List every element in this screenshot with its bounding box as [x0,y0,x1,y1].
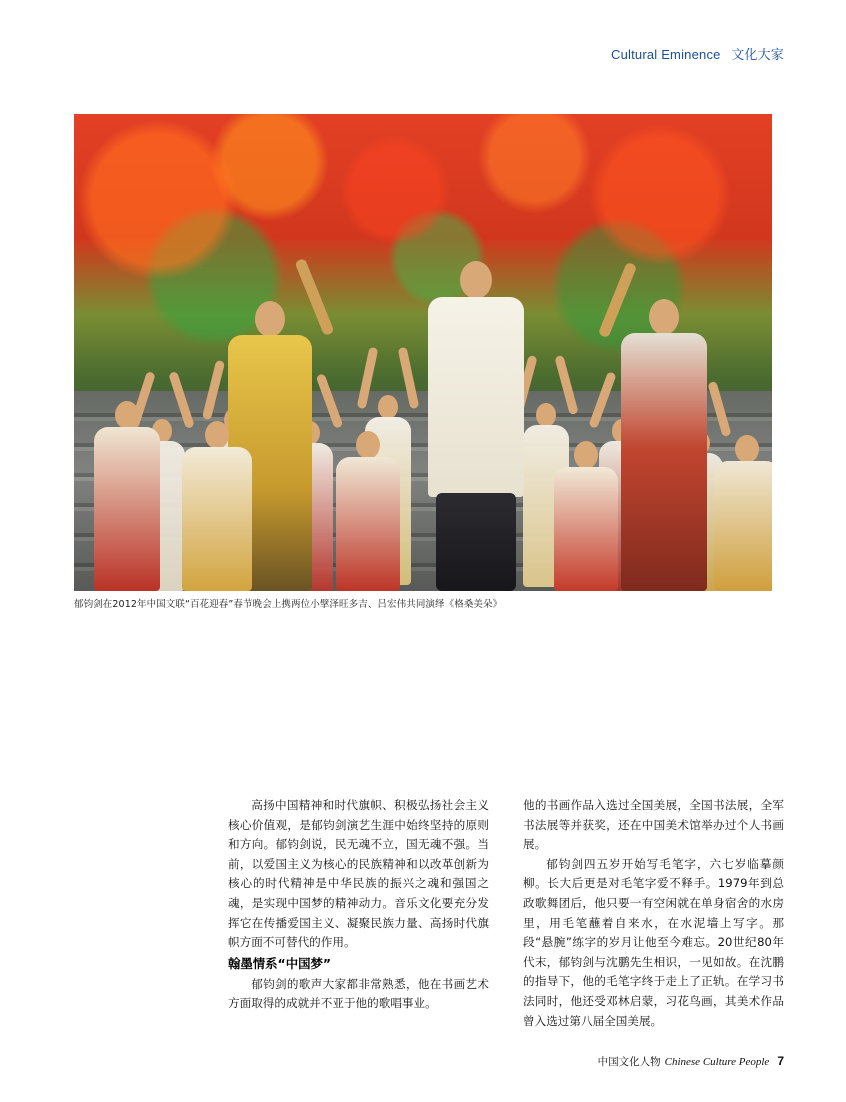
stage-performance-photo [74,114,772,591]
performer-head [255,301,285,337]
left-column [228,796,489,1031]
performer-head [378,395,398,419]
performer-head [460,261,492,299]
paragraph: 高扬中国精神和时代旗帜、积极弘扬社会主义核心价值观，是郁钧剑演艺生涯中始终坚持的原则和方向。郁钧剑说，民无魂不立，国无魂不强。当前，以爱国主义为核心的民族精神和以改革创新为核心的时代精神是中华民族的振兴之魂和强国之魂，是实现中国梦的精神动力。音乐文化要充分发挥它在传播爱国主义、凝聚民族力量、高扬时代旗帜方面不可替代的作用。 [228,798,489,950]
foreground-dancer [332,431,404,591]
performer-head [649,299,679,335]
figure-caption: 郁钧剑在2012年中国文联“百花迎春”春节晚会上携两位小擘泽旺多吉、吕宏伟共同演绎《格桑美朵》 [74,599,503,610]
foreground-dancer [710,435,772,591]
performer-body [336,457,400,591]
performer-legs [436,493,516,591]
lead-singer-right [614,291,714,591]
lead-singer-center [422,261,530,591]
section-subheading: 翰墨情系“中国梦” [228,955,332,971]
performer-head [356,431,380,459]
performer-body [621,333,707,591]
foreground-dancer [90,401,164,591]
performer-body [428,297,524,497]
performer-body [182,447,252,591]
paragraph: 郁钧剑四五岁开始写毛笔字，六七岁临摹颜柳。长大后更是对毛笔字爱不释手。1979年到总政歌舞团后，他只要一有空闲就在单身宿舍的水房里，用毛笔蘸着自来水，在水泥墙上写字。那段“悬腕”练字的岁月让他至今难忘。20世纪80年代末，郁钧剑与沈鹏先生相识，一见如故。在沈鹏的指导下，他的毛笔字终于走上了正轨。在学习书法同时，他还受邓林启蒙，习花鸟画，其美术作品曾入选过第八届全国美展。 [523,856,784,1028]
article-body [228,796,784,1031]
performer-arm [357,347,379,410]
paragraph: 郁钧剑的歌声大家都非常熟悉，他在书画艺术方面取得的成就并不亚于他的歌唱事业。 [228,976,489,1011]
page-number: 7 [777,1054,784,1068]
figure [74,114,772,612]
performer-head [735,435,759,463]
performer-head [574,441,598,469]
performer-body [94,427,160,591]
page-footer [598,1054,784,1069]
footer-english-title: Chinese Culture People [664,1056,770,1068]
foreground-dancer [550,441,622,591]
performer-head [205,421,229,449]
footer-chinese-title: 中国文化人物 [597,1056,661,1068]
header-english-title: Cultural Eminence [610,47,721,62]
performer-body [714,461,772,591]
performer-head [536,403,556,427]
header-chinese-title: 文化大家 [731,48,784,63]
performer-body [554,467,618,591]
paragraph: 他的书画作品入选过全国美展，全国书法展，全军书法展等并获奖，还在中国美术馆举办过个人书画展。 [523,798,784,852]
right-column [523,796,784,1031]
foreground-dancer [178,421,256,591]
performer-head [115,401,139,429]
page-header [611,44,784,63]
